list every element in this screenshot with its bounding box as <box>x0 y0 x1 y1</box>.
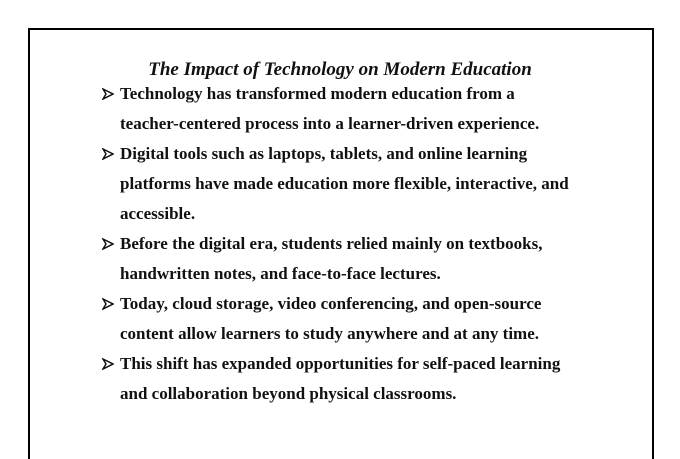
bullet-text-line: This shift has expanded opportunities for self-paced learning <box>120 354 561 373</box>
bullet-text-line: handwritten notes, and face-to-face lectures. <box>120 264 441 283</box>
arrowhead-bullet-icon <box>102 349 118 379</box>
bullet-item <box>102 289 642 349</box>
arrowhead-bullet-icon <box>102 79 118 109</box>
bullet-list <box>102 79 642 409</box>
bullet-text-line: Digital tools such as laptops, tablets, and online learning <box>120 144 528 163</box>
bullet-item <box>102 349 642 409</box>
bullet-text-line: accessible. <box>120 204 196 223</box>
arrowhead-bullet-icon <box>102 229 118 259</box>
arrowhead-bullet-icon <box>102 139 118 169</box>
bullet-text-line: Technology has transformed modern education from a <box>120 84 515 103</box>
bullet-text-line: Before the digital era, students relied mainly on textbooks, <box>120 234 543 253</box>
arrowhead-bullet-icon <box>102 289 118 319</box>
bullet-text-line: Today, cloud storage, video conferencing, and open-source <box>120 294 542 313</box>
bullet-text-line: and collaboration beyond physical classrooms. <box>120 384 457 403</box>
bullet-item <box>102 79 642 139</box>
slide-title: The Impact of Technology on Modern Education <box>148 59 532 80</box>
bullet-item <box>102 229 642 289</box>
bullet-text-line: content allow learners to study anywhere and at any time. <box>120 324 539 343</box>
bullet-item <box>102 139 642 229</box>
bullet-text-line: platforms have made education more flexible, interactive, and <box>120 174 569 193</box>
bullet-text-line: teacher-centered process into a learner-driven experience. <box>120 114 540 133</box>
